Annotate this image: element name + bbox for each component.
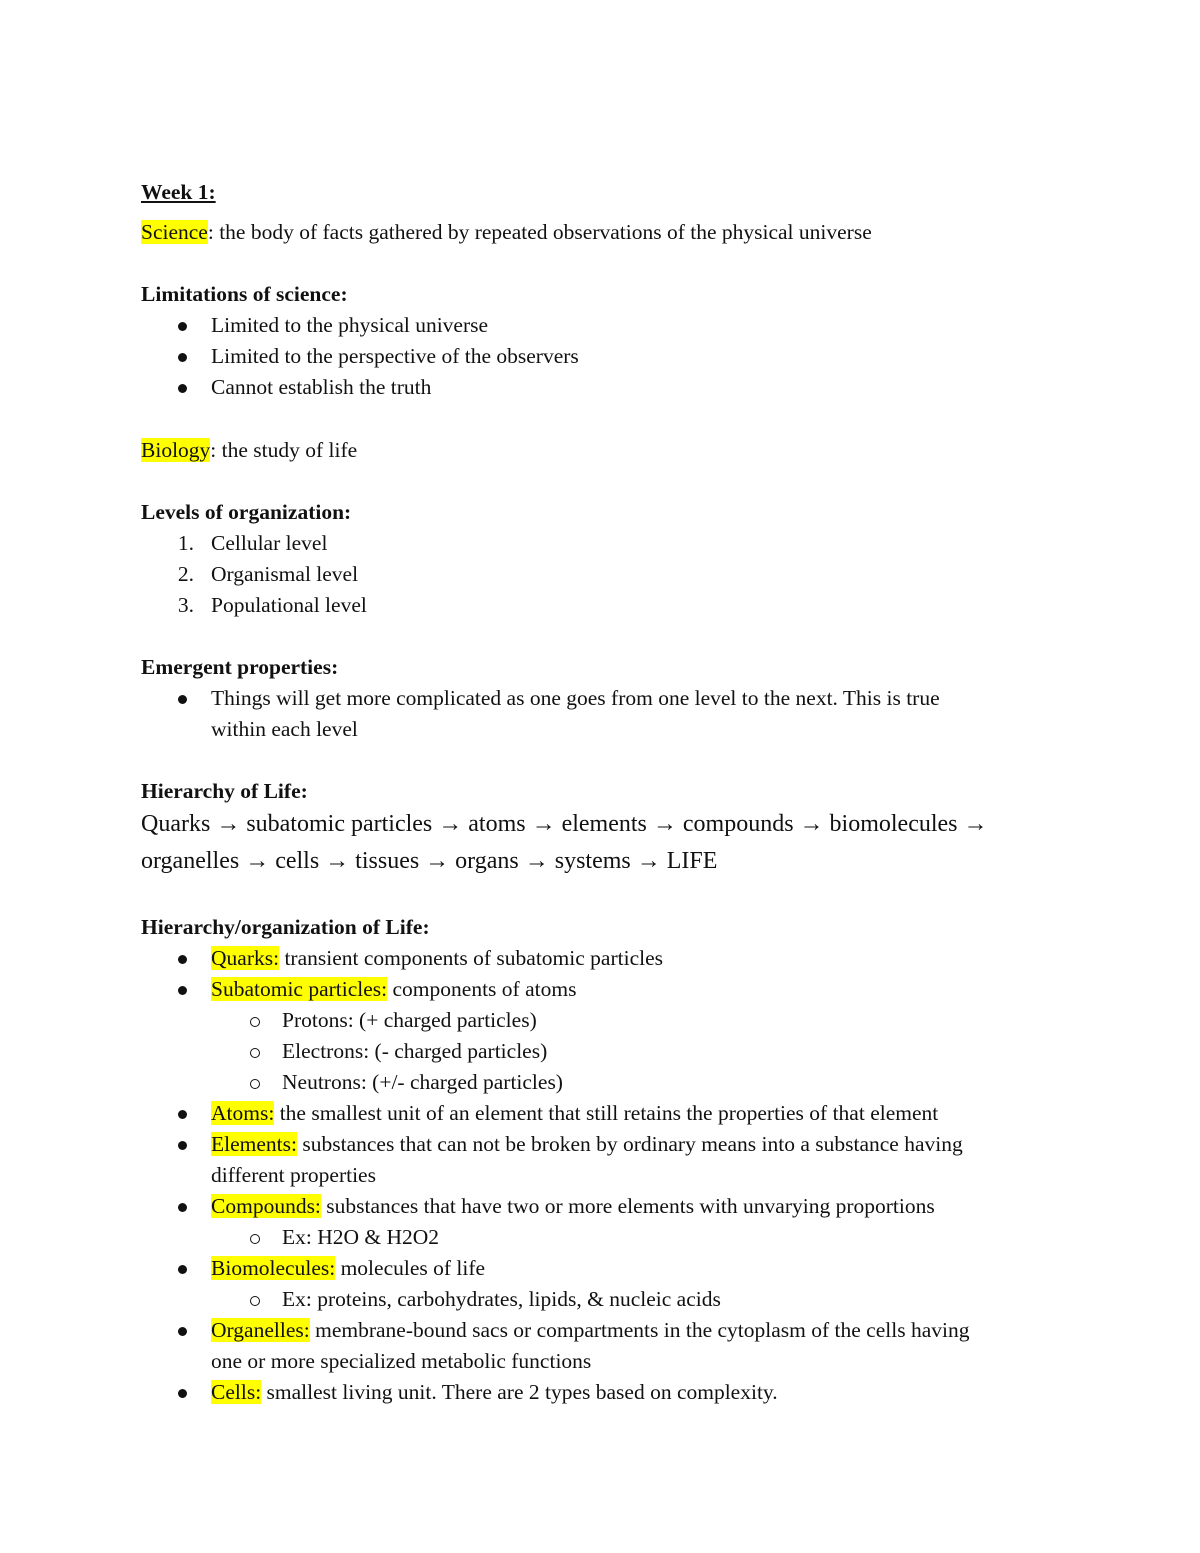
list-item [211,1191,935,1222]
list-item: Limited to the perspective of the observers [211,344,579,368]
sub-bullet-icon [250,1079,260,1089]
biology-term: Biology [141,438,211,462]
hierarchy-chain-line2: organelles → cells → tissues → organs → systems → LIFE [141,848,718,874]
list-item: Things will get more complicated as one goes from one level to the next. This is true [211,686,940,710]
list-number: 1. [177,531,194,555]
bullet-icon [178,1327,187,1336]
sub-bullet-icon [250,1296,260,1306]
list-item [211,1377,778,1408]
list-item: Limited to the physical universe [211,313,489,337]
list-item: Organismal level [211,562,359,586]
biology-definition [141,435,357,466]
sub-list-item: Ex: H2O & H2O2 [282,1225,440,1249]
sub-list-item: Ex: proteins, carbohydrates, lipids, & nucleic acids [282,1287,721,1311]
bullet-icon [178,1389,187,1398]
list-item-continued: one or more specialized metabolic functions [211,1349,592,1373]
biomolecules-term: Biomolecules: [211,1256,336,1280]
elements-text: substances that can not be broken by ordinary means into a substance having [296,1132,963,1156]
list-item-continued: within each level [211,717,358,741]
page-title: Week 1: [141,180,216,204]
hierarchy-heading: Hierarchy of Life: [141,779,308,803]
list-item: Cannot establish the truth [211,375,432,399]
compounds-text: substances that have two or more elements with unvarying proportions [320,1194,935,1218]
cells-term: Cells: [211,1380,262,1404]
quarks-term: Quarks: [211,946,280,970]
organelles-term: Organelles: [211,1318,310,1342]
list-item: Populational level [211,593,367,617]
bullet-icon [178,955,187,964]
bullet-icon [178,1141,187,1150]
organization-heading: Hierarchy/organization of Life: [141,915,430,939]
cells-text: smallest living unit. There are 2 types based on complexity. [261,1380,778,1404]
science-text: : the body of facts gathered by repeated observations of the physical universe [207,220,872,244]
list-item: Cellular level [211,531,328,555]
atoms-text: the smallest unit of an element that still retains the properties of that element [274,1101,939,1125]
list-item [211,943,663,974]
list-number: 2. [177,562,194,586]
sub-list-item: Protons: (+ charged particles) [282,1008,537,1032]
list-item [211,1129,963,1160]
subatomic-text: components of atoms [387,977,577,1001]
sub-bullet-icon [250,1234,260,1244]
elements-term: Elements: [211,1132,297,1156]
sub-bullet-icon [250,1017,260,1027]
compounds-term: Compounds: [211,1194,321,1218]
bullet-icon [178,384,187,393]
organelles-text: membrane-bound sacs or compartments in the cytoplasm of the cells having [309,1318,970,1342]
atoms-term: Atoms: [211,1101,275,1125]
list-item [211,1098,938,1129]
sub-bullet-icon [250,1048,260,1058]
subatomic-term: Subatomic particles: [211,977,388,1001]
quarks-text: transient components of subatomic particles [279,946,663,970]
science-definition [141,217,872,248]
hierarchy-chain-line1: Quarks → subatomic particles → atoms → elements → compounds → biomolecules → [141,811,988,837]
bullet-icon [178,695,187,704]
limitations-heading: Limitations of science: [141,282,348,306]
biology-text: : the study of life [210,438,358,462]
bullet-icon [178,353,187,362]
science-term: Science [141,220,208,244]
bullet-icon [178,1265,187,1274]
sub-list-item: Electrons: (- charged particles) [282,1039,548,1063]
biomolecules-text: molecules of life [335,1256,486,1280]
levels-heading: Levels of organization: [141,500,352,524]
list-item [211,974,576,1005]
emergent-heading: Emergent properties: [141,655,339,679]
list-number: 3. [177,593,194,617]
bullet-icon [178,322,187,331]
list-item [211,1253,485,1284]
bullet-icon [178,986,187,995]
list-item [211,1315,969,1346]
list-item-continued: different properties [211,1163,376,1187]
bullet-icon [178,1110,187,1119]
bullet-icon [178,1203,187,1212]
sub-list-item: Neutrons: (+/- charged particles) [282,1070,563,1094]
